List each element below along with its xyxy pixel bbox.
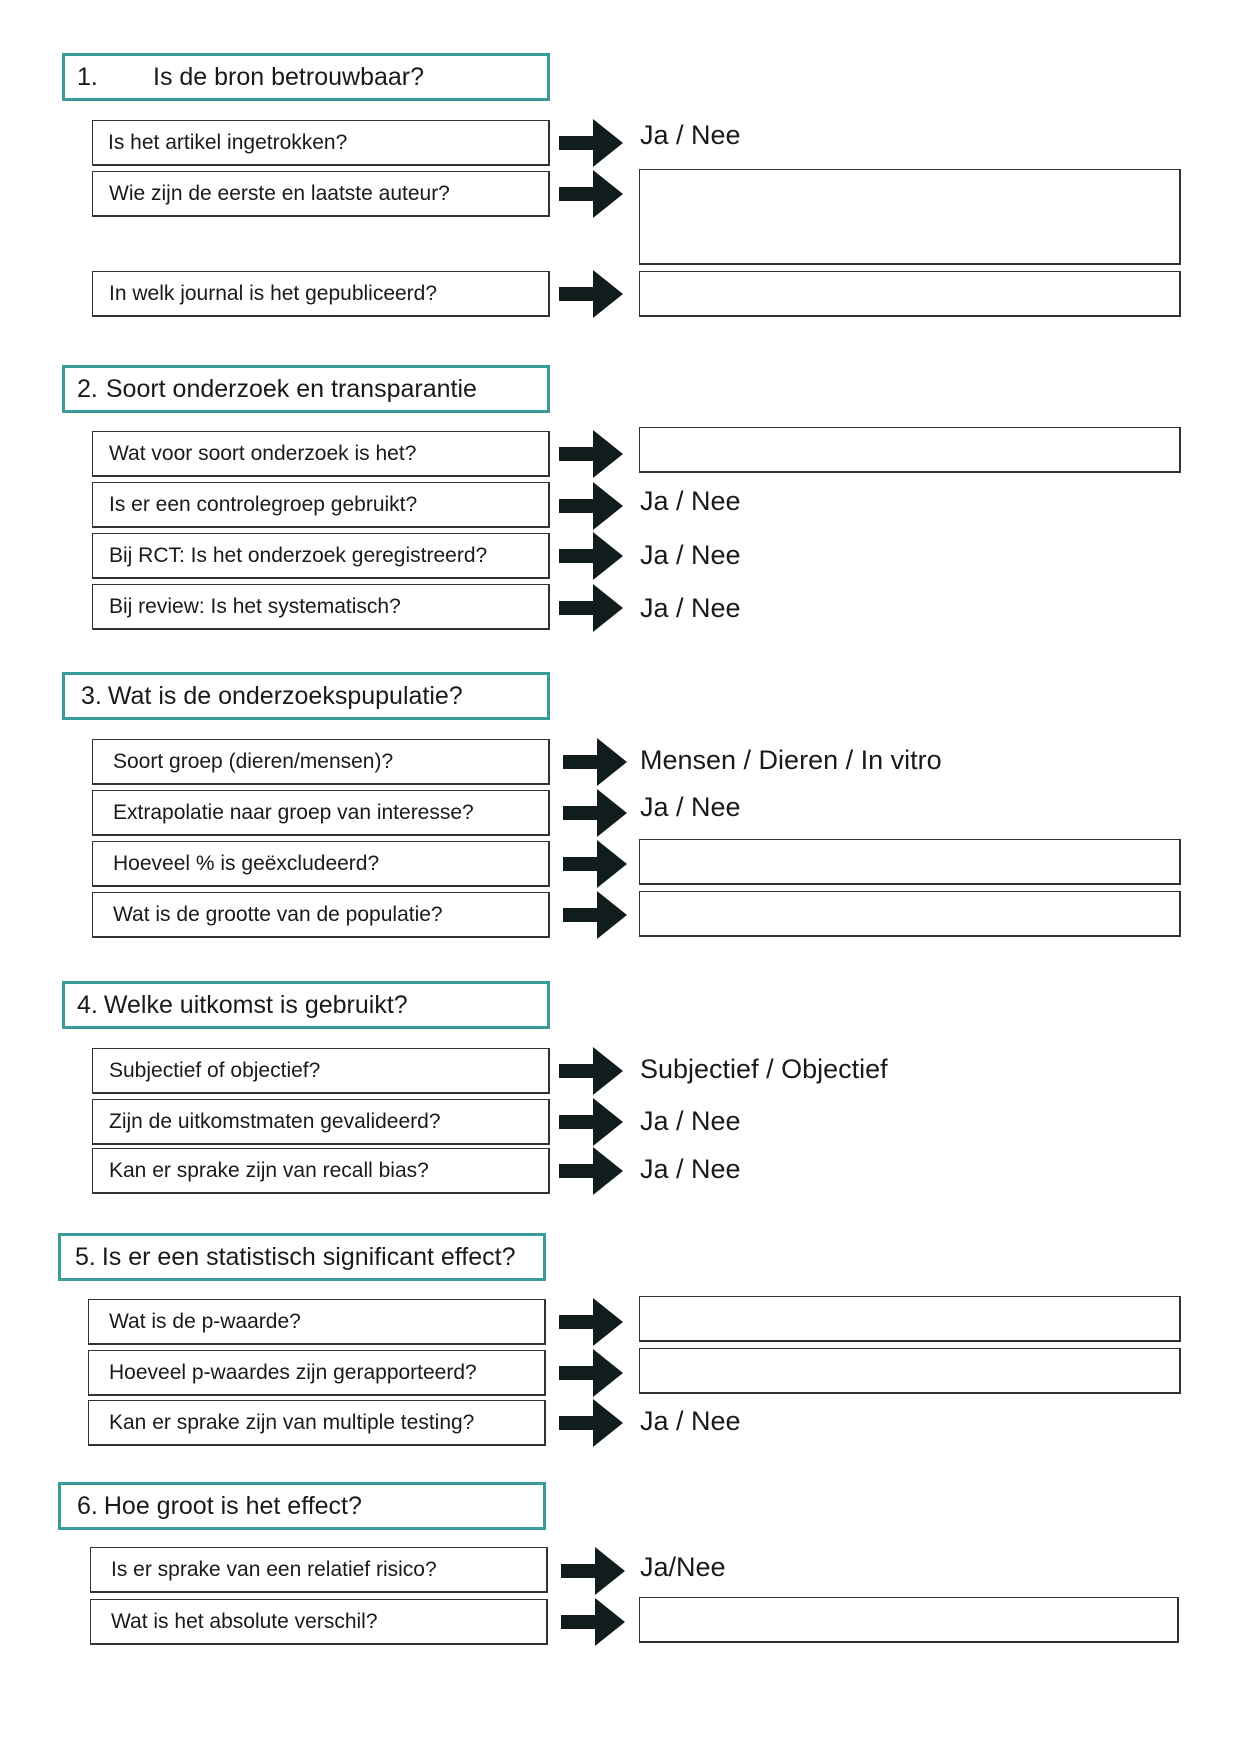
answer-field[interactable] [639, 427, 1181, 473]
question-box [92, 1099, 550, 1145]
question-box [92, 739, 550, 785]
question-text: Wat voor soort onderzoek is het? [109, 441, 417, 465]
question-box [92, 171, 550, 217]
arrow-right-icon [559, 270, 623, 318]
answer-field[interactable] [639, 271, 1181, 317]
answer-field[interactable] [639, 1597, 1179, 1643]
arrow-right-icon [559, 1298, 623, 1346]
section-title: Welke uitkomst is gebruikt? [103, 990, 408, 1019]
question-box [92, 431, 550, 477]
arrow-right-icon [559, 532, 623, 580]
arrow-right-icon [559, 1147, 623, 1195]
question-box [92, 790, 550, 836]
question-text: Wie zijn de eerste en laatste auteur? [109, 181, 450, 205]
question-box [90, 1599, 548, 1645]
question-text: Hoeveel % is geëxcludeerd? [113, 851, 380, 875]
question-box [92, 533, 550, 579]
section-4-header [62, 981, 550, 1029]
question-box [92, 1148, 550, 1194]
question-text: Kan er sprake zijn van recall bias? [109, 1158, 429, 1182]
question-box [92, 482, 550, 528]
section-6-header [58, 1482, 546, 1530]
answer-field[interactable] [639, 839, 1181, 885]
answer-options[interactable]: Ja / Nee [640, 120, 741, 150]
arrow-right-icon [559, 1047, 623, 1095]
section-number: 4. [77, 990, 98, 1019]
section-number: 5. [75, 1242, 96, 1271]
arrow-right-icon [559, 482, 623, 530]
question-box [92, 271, 550, 317]
question-text: Soort groep (dieren/mensen)? [113, 749, 394, 773]
question-text: Is het artikel ingetrokken? [108, 130, 348, 154]
question-box [90, 1547, 548, 1593]
answer-options[interactable]: Ja / Nee [640, 593, 741, 623]
section-5-header [58, 1233, 546, 1281]
question-text: Is er sprake van een relatief risico? [111, 1557, 437, 1581]
arrow-right-icon [559, 119, 623, 167]
arrow-right-icon [561, 1547, 625, 1595]
question-text: In welk journal is het gepubliceerd? [109, 281, 438, 305]
answer-options[interactable]: Mensen / Dieren / In vitro [640, 745, 942, 775]
section-number: 6. [77, 1491, 98, 1520]
answer-field[interactable] [639, 891, 1181, 937]
arrow-right-icon [559, 1399, 623, 1447]
arrow-right-icon [563, 789, 627, 837]
section-number: 2. [77, 374, 98, 403]
question-text: Bij review: Is het systematisch? [109, 594, 401, 618]
arrow-right-icon [561, 1598, 625, 1646]
section-title: Wat is de onderzoekspupulatie? [107, 681, 463, 710]
arrow-right-icon [559, 1349, 623, 1397]
answer-options[interactable]: Ja / Nee [640, 486, 741, 516]
answer-options[interactable]: Ja / Nee [640, 540, 741, 570]
question-box [88, 1400, 546, 1446]
question-box [92, 892, 550, 938]
arrow-right-icon [559, 584, 623, 632]
question-box [92, 584, 550, 630]
question-text: Wat is de p-waarde? [109, 1309, 301, 1333]
answer-options[interactable]: Ja / Nee [640, 1406, 741, 1436]
section-2-header [62, 365, 550, 413]
section-title: Is de bron betrouwbaar? [153, 62, 425, 91]
arrow-right-icon [559, 170, 623, 218]
arrow-right-icon [563, 891, 627, 939]
answer-field[interactable] [639, 1348, 1181, 1394]
arrow-right-icon [559, 430, 623, 478]
answer-field[interactable] [639, 169, 1181, 265]
section-title: Is er een statistisch significant effect? [101, 1242, 516, 1271]
question-text: Is er een controlegroep gebruikt? [109, 492, 418, 516]
question-text: Hoeveel p-waardes zijn gerapporteerd? [109, 1360, 477, 1384]
arrow-right-icon [559, 1098, 623, 1146]
question-text: Wat is het absolute verschil? [111, 1609, 378, 1633]
question-box [92, 841, 550, 887]
question-text: Extrapolatie naar groep van interesse? [113, 800, 474, 824]
answer-options[interactable]: Ja / Nee [640, 792, 741, 822]
section-number: 3. [81, 681, 102, 710]
arrow-right-icon [563, 840, 627, 888]
question-box [88, 1299, 546, 1345]
section-number: 1. [77, 62, 98, 91]
answer-field[interactable] [639, 1296, 1181, 1342]
answer-options[interactable]: Ja / Nee [640, 1106, 741, 1136]
answer-options[interactable]: Ja/Nee [640, 1552, 726, 1582]
question-box [92, 120, 550, 166]
section-3-header [62, 672, 550, 720]
question-text: Zijn de uitkomstmaten gevalideerd? [109, 1109, 441, 1133]
question-text: Kan er sprake zijn van multiple testing? [109, 1410, 475, 1434]
question-box [88, 1350, 546, 1396]
section-1-header [62, 53, 550, 101]
question-text: Subjectief of objectief? [109, 1058, 321, 1082]
question-text: Bij RCT: Is het onderzoek geregistreerd? [109, 543, 488, 567]
answer-options[interactable]: Ja / Nee [640, 1154, 741, 1184]
answer-options[interactable]: Subjectief / Objectief [640, 1054, 888, 1084]
question-text: Wat is de grootte van de populatie? [113, 902, 443, 926]
arrow-right-icon [563, 738, 627, 786]
question-box [92, 1048, 550, 1094]
section-title: Hoe groot is het effect? [103, 1491, 362, 1520]
section-title: Soort onderzoek en transparantie [105, 374, 477, 403]
